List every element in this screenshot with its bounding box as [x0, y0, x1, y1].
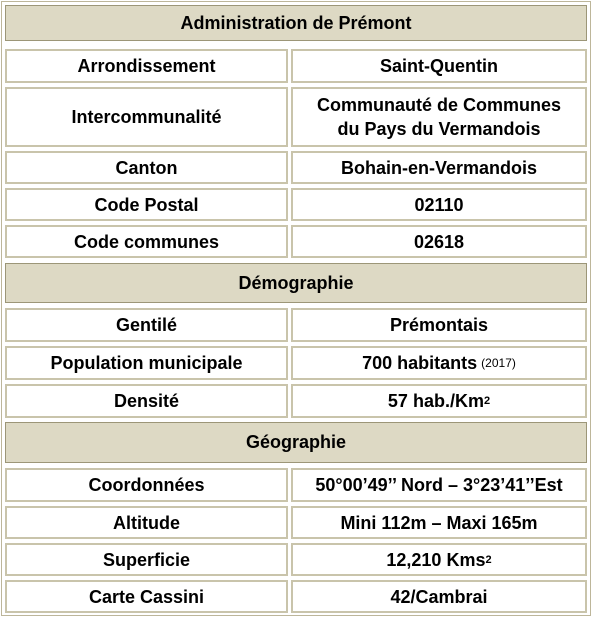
row-label: Superficie	[5, 543, 288, 576]
row-label: Code communes	[5, 225, 288, 258]
row-value: 02110	[291, 188, 587, 221]
row-label: Arrondissement	[5, 49, 288, 83]
row-value: Prémontais	[291, 308, 587, 342]
value-line-1: Communauté de Communes	[316, 95, 562, 115]
row-label: Carte Cassini	[5, 580, 288, 613]
densite-value: 57 hab./Km	[387, 391, 484, 411]
info-table	[1, 1, 591, 616]
row-label: Coordonnées	[5, 468, 288, 502]
table-row-superficie	[5, 543, 587, 576]
population-year: (2017)	[481, 356, 516, 370]
table-row-densite	[5, 384, 587, 418]
row-label: Population municipale	[5, 346, 288, 380]
row-value	[291, 346, 587, 380]
row-label: Gentilé	[5, 308, 288, 342]
table-row-code-communes	[5, 225, 587, 258]
row-value: 42/Cambrai	[291, 580, 587, 613]
row-value: 12,210 Kms 2	[291, 543, 587, 576]
table-row-carte-cassini	[5, 580, 587, 613]
row-value	[291, 87, 587, 147]
table-row-gentile	[5, 308, 587, 342]
table-row-canton	[5, 151, 587, 184]
value-line-2: du Pays du Vermandois	[337, 119, 541, 139]
row-label: Intercommunalité	[5, 87, 288, 147]
row-value: Bohain-en-Vermandois	[291, 151, 587, 184]
row-value: 57 hab./Km 2	[291, 384, 587, 418]
row-value: 02618	[291, 225, 587, 258]
table-row-coordonnees	[5, 468, 587, 502]
table-row-code-postal	[5, 188, 587, 221]
row-label: Densité	[5, 384, 288, 418]
table-row-altitude	[5, 506, 587, 539]
row-value: Saint-Quentin	[291, 49, 587, 83]
row-label: Canton	[5, 151, 288, 184]
section-header-geographie: Géographie	[5, 422, 587, 463]
superficie-value: 12,210 Kms	[386, 549, 486, 570]
table-row-arrondissement	[5, 49, 587, 83]
row-label: Altitude	[5, 506, 288, 539]
row-value: Mini 112m – Maxi 165m	[291, 506, 587, 539]
table-title: Administration de Prémont	[5, 5, 587, 41]
row-value: 50°00’49’’ Nord – 3°23’41’’Est	[291, 468, 587, 502]
section-header-demographie: Démographie	[5, 263, 587, 303]
table-row-intercommunalite	[5, 87, 587, 147]
row-label: Code Postal	[5, 188, 288, 221]
table-row-population	[5, 346, 587, 380]
population-value: 700 habitants	[362, 353, 478, 373]
